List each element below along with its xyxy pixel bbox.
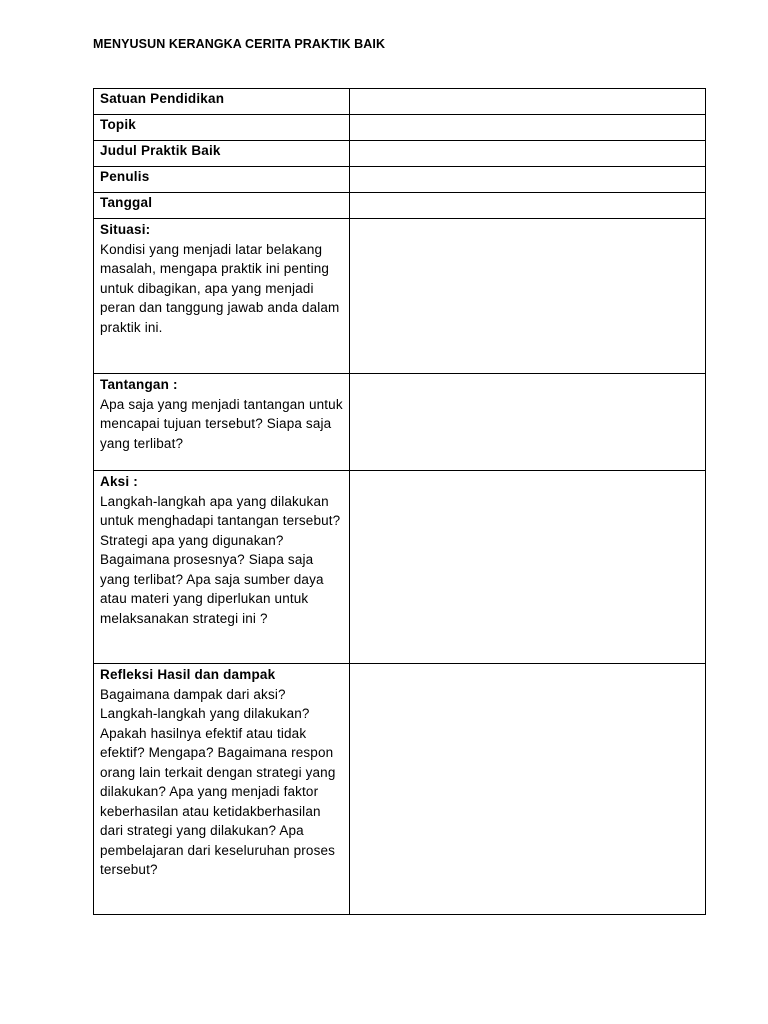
table-row <box>94 471 706 664</box>
label-cell <box>94 664 350 915</box>
value-cell-penulis[interactable] <box>350 167 706 193</box>
value-cell-situasi[interactable] <box>350 219 706 374</box>
row-label-tantangan: Tantangan : <box>100 377 178 392</box>
row-description-refleksi: Bagaimana dampak dari aksi? Langkah-langkah yang dilakukan? Apakah hasilnya efektif atau tidak efektif? Mengapa? Bagaimana respon orang lain terkait dengan strategi yang dilakukan? Apa yang menjadi faktor keberhasilan atau ketidakberhasilan dari strategi yang dilakukan? Apa pembelajaran dari keseluruhan proses tersebut? <box>100 686 336 877</box>
table-row <box>94 664 706 915</box>
row-label-refleksi: Refleksi Hasil dan dampak <box>100 667 276 682</box>
label-cell <box>94 219 350 374</box>
value-cell-aksi[interactable] <box>350 471 706 664</box>
label-cell <box>94 115 350 141</box>
label-cell <box>94 193 350 219</box>
label-cell <box>94 167 350 193</box>
row-description-aksi: Langkah-langkah apa yang dilakukan untuk menghadapi tantangan tersebut? Strategi apa yang digunakan? Bagaimana prosesnya? Siapa saja yang terlibat? Apa saja sumber daya atau materi yang diperlukan untuk melaksanakan strategi ini ? <box>100 493 341 626</box>
value-cell-tantangan[interactable] <box>350 374 706 471</box>
value-cell-refleksi[interactable] <box>350 664 706 915</box>
row-label-aksi: Aksi : <box>100 474 138 489</box>
value-cell-tanggal[interactable] <box>350 193 706 219</box>
value-cell-satuan-pendidikan[interactable] <box>350 89 706 115</box>
table-row <box>94 219 706 374</box>
value-cell-judul-praktik-baik[interactable] <box>350 141 706 167</box>
practice-framework-table <box>93 88 706 915</box>
row-label-satuan-pendidikan: Satuan Pendidikan <box>100 91 225 106</box>
row-label-tanggal: Tanggal <box>100 195 153 210</box>
table-row <box>94 115 706 141</box>
table-row <box>94 141 706 167</box>
table-row <box>94 193 706 219</box>
label-cell <box>94 471 350 664</box>
table-row <box>94 167 706 193</box>
table-row <box>94 89 706 115</box>
document-title: MENYUSUN KERANGKA CERITA PRAKTIK BAIK <box>93 37 386 51</box>
label-cell <box>94 89 350 115</box>
row-description-tantangan: Apa saja yang menjadi tantangan untuk mencapai tujuan tersebut? Siapa saja yang terlibat? <box>100 396 343 451</box>
label-cell <box>94 374 350 471</box>
value-cell-topik[interactable] <box>350 115 706 141</box>
label-cell <box>94 141 350 167</box>
row-label-penulis: Penulis <box>100 169 150 184</box>
row-label-judul-praktik-baik: Judul Praktik Baik <box>100 143 221 158</box>
row-description-situasi: Kondisi yang menjadi latar belakang masalah, mengapa praktik ini penting untuk dibagikan, apa yang menjadi peran dan tanggung jawab anda dalam praktik ini. <box>100 241 340 335</box>
table-row <box>94 374 706 471</box>
row-label-situasi: Situasi: <box>100 222 151 237</box>
row-label-topik: Topik <box>100 117 136 132</box>
